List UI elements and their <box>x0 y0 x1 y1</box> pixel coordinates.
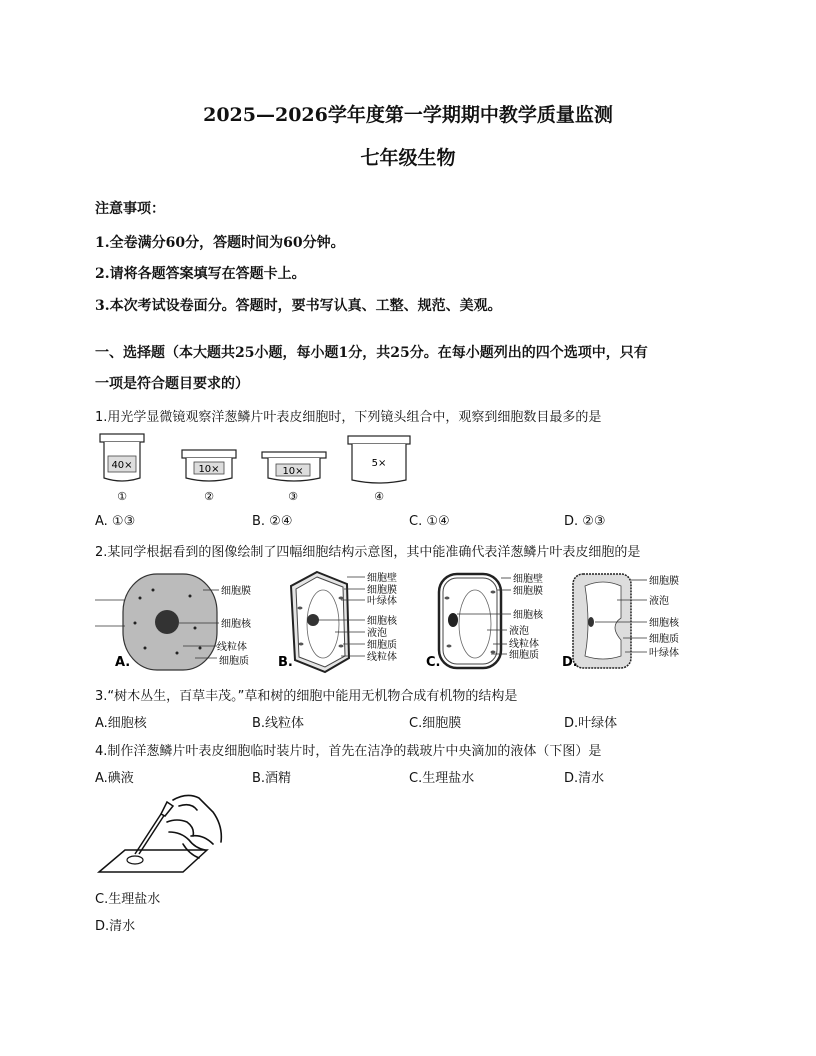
cell-d-letter: D. <box>562 655 578 670</box>
note-item: 1.全卷满分60分，答题时间为60分钟。 <box>95 235 345 251</box>
cell-b-label: 细胞壁 <box>367 573 397 584</box>
cell-diagrams <box>95 568 715 674</box>
q4-option-b: B.酒精 <box>252 771 292 786</box>
cell-b-label: 线粒体 <box>367 652 397 663</box>
lens-number: ① <box>117 490 127 503</box>
cell-c-label: 细胞膜 <box>513 586 543 597</box>
cell-a <box>95 574 252 670</box>
cell-d <box>562 574 680 670</box>
cell-c-label: 细胞质 <box>509 650 539 661</box>
cell-d-label: 细胞核 <box>649 618 679 629</box>
cell-c-label: 细胞核 <box>513 610 543 621</box>
lens-mag: 40× <box>111 460 133 471</box>
cell-b-label: 细胞质 <box>367 640 397 651</box>
cell-a-label: 细胞核 <box>221 619 251 630</box>
question-2-stem: 2.某同学根据看到的图像绘制了四幅细胞结构示意图，其中能准确代表洋葱鳞片叶表皮细胞的是 <box>95 545 641 560</box>
cell-a-label: 细胞膜 <box>221 586 251 597</box>
section-heading-line1: 一、选择题（本大题共25小题，每小题1分，共25分。在每小题列出的四个选项中，只有 <box>95 345 648 361</box>
lens-1 <box>100 434 144 503</box>
q3-option-c: C.细胞膜 <box>409 716 462 731</box>
cell-c-label: 细胞壁 <box>513 574 543 585</box>
q3-option-a: A.细胞核 <box>95 716 147 731</box>
lens-3 <box>262 452 326 503</box>
dropper-slide-figure <box>95 792 235 877</box>
cell-d-label: 叶绿体 <box>649 648 679 659</box>
cell-a-label: 线粒体 <box>217 642 247 653</box>
q4-repeat-option-c: C.生理盐水 <box>95 892 161 907</box>
q1-option-d: D. ②③ <box>564 514 606 529</box>
cell-b-label: 液泡 <box>367 628 387 639</box>
notes-heading: 注意事项： <box>95 201 165 217</box>
cell-b-label: 细胞膜 <box>367 585 397 596</box>
question-1-stem: 1.用光学显微镜观察洋葱鳞片叶表皮细胞时，下列镜头组合中，观察到细胞数目最多的是 <box>95 410 602 425</box>
cell-d-label: 细胞膜 <box>649 576 679 587</box>
cell-b-label: 细胞核 <box>367 616 397 627</box>
lens-number: ③ <box>288 490 298 503</box>
cell-d-label: 液泡 <box>649 596 669 607</box>
q4-repeat-option-d: D.清水 <box>95 919 136 934</box>
q1-option-c: C. ①④ <box>409 514 450 529</box>
cell-a-letter: A. <box>115 655 131 670</box>
q4-option-d: D.清水 <box>564 771 605 786</box>
q4-option-a: A.碘液 <box>95 771 134 786</box>
cell-c <box>426 572 544 670</box>
question-4-stem: 4.制作洋葱鳞片叶表皮细胞临时装片时，首先在洁净的载玻片中央滴加的液体（下图）是 <box>95 744 602 759</box>
cell-c-label: 线粒体 <box>509 639 539 650</box>
q1-option-b: B. ②④ <box>252 514 293 529</box>
lens-mag: 10× <box>282 466 304 477</box>
note-item: 2.请将各题答案填写在答题卡上。 <box>95 266 306 282</box>
lens-2 <box>182 450 236 503</box>
lens-4 <box>348 436 410 503</box>
q1-option-a: A. ①③ <box>95 514 136 529</box>
q3-option-b: B.线粒体 <box>252 716 305 731</box>
cell-d-label: 细胞质 <box>649 634 679 645</box>
lens-figure <box>90 430 430 510</box>
cell-c-label: 液泡 <box>509 626 529 637</box>
exam-subtitle: 七年级生物 <box>360 147 456 169</box>
section-heading-line2: 一项是符合题目要求的） <box>95 376 249 392</box>
q4-option-c: C.生理盐水 <box>409 771 475 786</box>
question-3-stem: 3.“树木丛生，百草丰茂。”草和树的细胞中能用无机物合成有机物的结构是 <box>95 689 518 704</box>
note-item: 3.本次考试设卷面分。答题时，要书写认真、工整、规范、美观。 <box>95 298 502 314</box>
cell-b <box>278 571 398 672</box>
lens-mag: 5× <box>371 458 387 469</box>
cell-a-label: 细胞质 <box>219 656 249 667</box>
cell-b-label: 叶绿体 <box>367 596 397 607</box>
q3-option-d: D.叶绿体 <box>564 716 618 731</box>
lens-number: ④ <box>374 490 384 503</box>
cell-b-letter: B. <box>278 655 293 670</box>
lens-number: ② <box>204 490 214 503</box>
lens-mag: 10× <box>198 464 220 475</box>
cell-c-letter: C. <box>426 655 441 670</box>
exam-title: 2025—2026学年度第一学期期中教学质量监测 <box>203 104 613 126</box>
